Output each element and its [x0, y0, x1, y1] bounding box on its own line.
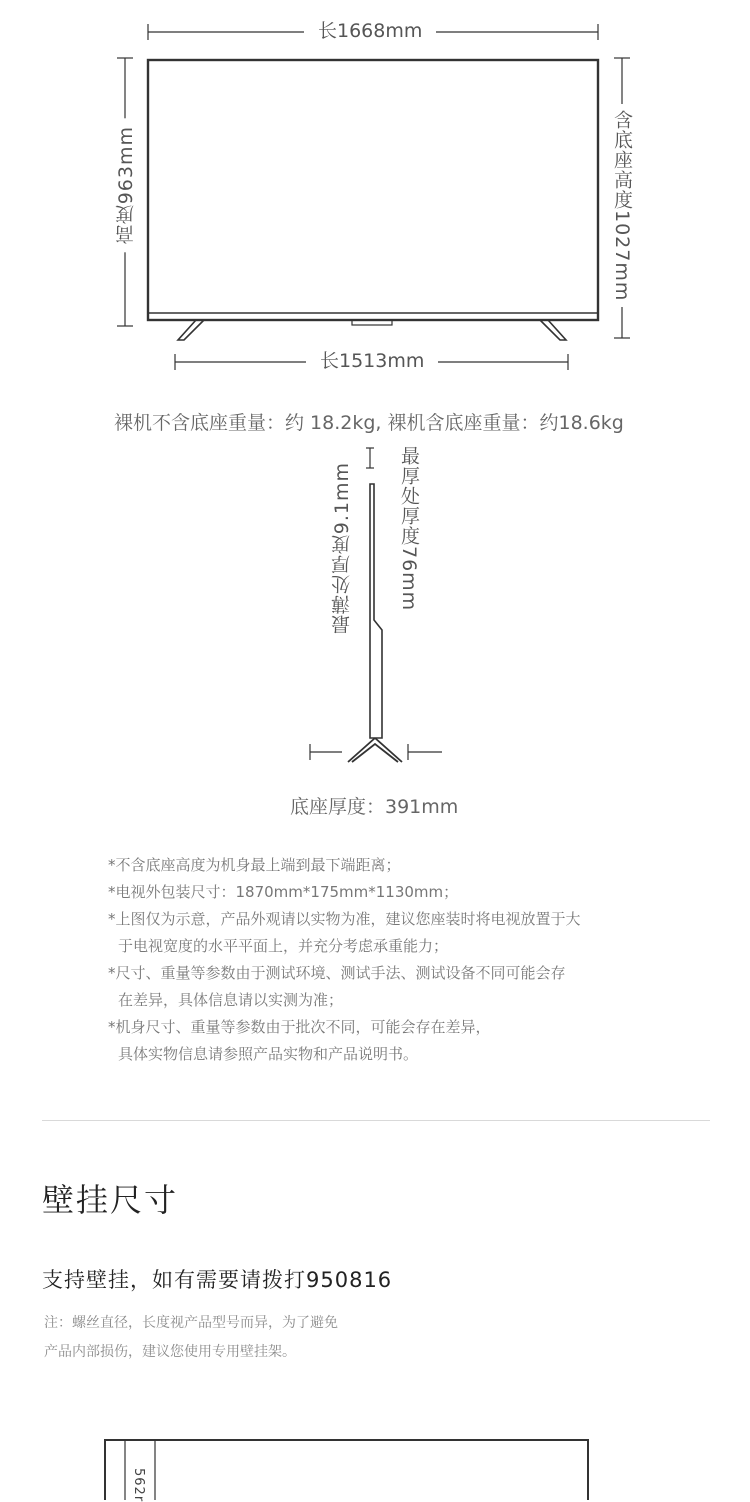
stand-depth-label: 底座厚度：391mm — [290, 796, 459, 818]
height-label: 高度963mm — [112, 118, 139, 252]
notes-block — [108, 852, 581, 1068]
tv-screen-outline — [148, 60, 598, 320]
wall-mount-dimension-label: 562r — [131, 1468, 146, 1502]
width-label: 长1668mm — [304, 22, 436, 41]
note-line: *上图仅为示意，产品外观请以实物为准，建议您座装时将电视放置于大 — [108, 910, 581, 928]
side-stand — [348, 738, 402, 762]
section-divider — [42, 1120, 710, 1121]
note-line: *不含底座高度为机身最上端到最下端距离； — [108, 856, 401, 874]
thickest-label: 最厚处厚度76mm — [398, 446, 420, 612]
note-line: *电视外包装尺寸：1870mm*175mm*1130mm； — [108, 883, 459, 901]
note-line: *机身尺寸、重量等参数由于批次不同，可能会存在差异， — [108, 1018, 491, 1036]
note-line: *尺寸、重量等参数由于测试环境、测试手法、测试设备不同可能会存 — [108, 964, 566, 982]
wall-mount-note-line: 注：螺丝直径，长度视产品型号而异，为了避免 — [44, 1315, 338, 1331]
note-line: 于电视宽度的水平平面上，并充分考虑承重能力； — [118, 937, 449, 955]
wall-mount-note-line: 产品内部损伤，建议您使用专用壁挂架。 — [44, 1344, 296, 1360]
tv-side-diagram — [290, 440, 470, 780]
tv-right-foot — [540, 320, 566, 340]
height-with-stand-label: 含底座高度1027mm — [609, 104, 636, 307]
thinnest-label: 最薄处厚度9.1mm — [331, 462, 353, 635]
wall-mount-subtitle: 支持壁挂，如有需要请拨打950816 — [42, 1268, 393, 1292]
note-line: 在差异，具体信息请以实测为准； — [118, 991, 344, 1009]
wall-mount-title: 壁挂尺寸 — [42, 1181, 179, 1219]
tv-left-foot — [178, 320, 204, 340]
stand-width-label: 长1513mm — [306, 352, 438, 371]
wall-mount-diagram — [0, 1420, 750, 1500]
wall-mount-note — [44, 1309, 338, 1367]
weight-text: 裸机不含底座重量：约 18.2kg, 裸机含底座重量：约18.6kg — [114, 412, 624, 434]
tv-side-profile — [370, 484, 382, 738]
note-line: 具体实物信息请参照产品实物和产品说明书。 — [118, 1045, 419, 1063]
